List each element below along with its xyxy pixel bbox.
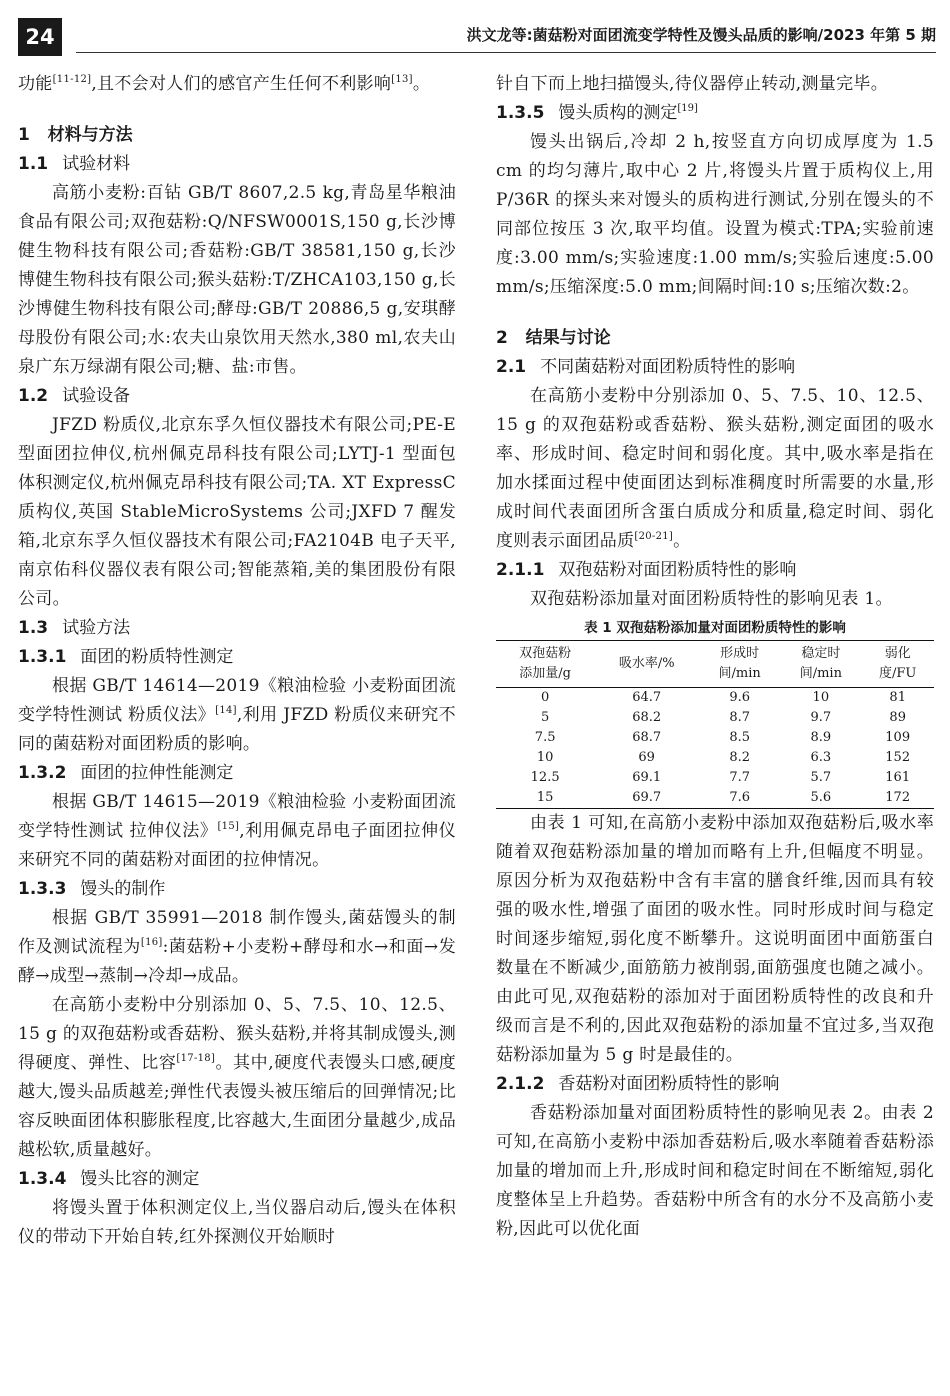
table-row [496, 768, 934, 788]
table-cell: 0 [541, 690, 550, 705]
table-analysis-paragraph: 由表 1 可知,在高筋小麦粉中添加双孢菇粉后,吸水率随着双孢菇粉添加量的增加而略有上升,但幅度不明显。原因分析为双孢菇粉中含有丰富的膳食纤维,因而具有较强的吸水性,增强了面团的吸水性。同时形成时间与稳定时间逐步缩短,弱化度不断攀升。这说明面团中面筋蛋白数量在不断减少,面筋筋力被削弱,面筋强度也随之减小。由此可见,双孢菇粉的添加对于面团粉质特性的改良和升级而言是不利的,因此双孢菇粉的添加量不宜过多,当双孢菇粉添加量为 5 g 时是最佳的。 [496, 813, 934, 1065]
table-row [496, 708, 934, 728]
table-cell: 8.9 [810, 730, 832, 745]
table-cell: 9.6 [729, 690, 751, 705]
subsection-heading-1-3-5: 1.3.5 馒头质构的测定[19] [496, 103, 698, 123]
citation: [17-18] [176, 1053, 216, 1064]
results-intro-paragraph: 在高筋小麦粉中分别添加 0、5、7.5、10、12.5、15 g 的双孢菇粉或香菇粉、猴头菇粉,测定面团的吸水率、形成时间、稳定时间和弱化度。其中,吸水率是指在加水揉面过程中使面团达到标准稠度时所需要的水量,形成时间代表面团所含蛋白质成分和质量,稳定时间、弱化度则表示面团品质[20-21]。 [496, 386, 934, 551]
table-cell: 68.7 [632, 730, 662, 745]
equipment-paragraph: JFZD 粉质仪,北京东孚久恒仪器技术有限公司;PE-E 型面团拉伸仪,杭州佩克昂科技有限公司;LYTJ-1 型面包体积测定仪,杭州佩克昂科技有限公司;TA. XT ExpressC 质构仪,英国 StableMicroSystems 公司;JXFD 7 醒发箱,北京东孚久恒仪器技术有限公司;FA2104B 电子天平,南京佑科仪器仪表有限公司;智能蒸箱,美的集团股份有限公司。 [18, 415, 456, 609]
table-header-cell: 双孢菇粉 添加量/g [496, 641, 594, 688]
table-header-cell: 形成时 间/min [699, 641, 780, 688]
specific-volume-paragraph-continued: 针自下而上地扫描馒头,待仪器停止转动,测量完毕。 [496, 74, 889, 94]
steamed-bun-process-paragraph: 根据 GB/T 35991—2018 制作馒头,菌菇馒头的制作及测试流程为[16]:菌菇粉+小麦粉+酵母和水→和面→发酵→成型→蒸制→冷却→成品。 [18, 908, 456, 986]
table-cell: 161 [885, 770, 911, 785]
table-cell: 10 [536, 750, 554, 765]
page-number: 24 [18, 18, 62, 56]
table-cell: 8.2 [729, 750, 751, 765]
subsection-heading-1-3-1: 1.3.1 面团的粉质特性测定 [18, 647, 234, 667]
subsection-heading-1-3-4: 1.3.4 馒头比容的测定 [18, 1169, 200, 1189]
subsection-heading-2-1-1: 2.1.1 双孢菇粉对面团粉质特性的影响 [496, 560, 797, 580]
table-cell: 10 [812, 690, 830, 705]
data-table [496, 640, 934, 809]
citation: [16] [140, 937, 163, 948]
extensograph-paragraph: 根据 GB/T 14615—2019《粮油检验 小麦粉面团流变学特性测试 拉伸仪法》[15],利用佩克昂电子面团拉伸仪来研究不同的菌菇粉对面团的拉伸情况。 [18, 792, 456, 870]
section-heading-1: 1 材料与方法 [18, 125, 133, 145]
table-header-cell: 吸水率/% [594, 641, 699, 688]
table-cell: 12.5 [530, 770, 560, 785]
table-cell: 7.7 [729, 770, 751, 785]
table-header-cell: 弱化 度/FU [861, 641, 934, 688]
specific-volume-paragraph: 将馒头置于体积测定仪上,当仪器启动后,馒头在体积仪的带动下开始自转,红外探测仪开始顺时 [18, 1198, 456, 1247]
citation: [15] [217, 821, 240, 832]
citation: [14] [215, 705, 237, 716]
table-cell: 6.3 [810, 750, 832, 765]
table-cell: 7.6 [699, 788, 780, 809]
table-header-row [496, 641, 934, 688]
table-cell: 152 [885, 750, 911, 765]
section-heading-2: 2 结果与讨论 [496, 328, 611, 348]
table-cell: 7.5 [534, 730, 556, 745]
table-row [496, 788, 934, 809]
right-column [496, 70, 934, 1244]
table-cell: 64.7 [632, 690, 662, 705]
table-cell: 8.7 [729, 710, 751, 725]
subsection-heading-1-3-3: 1.3.3 馒头的制作 [18, 879, 166, 899]
citation: [13] [391, 74, 413, 85]
table-row [496, 688, 934, 709]
running-head: 洪文龙等:菌菇粉对面团流变学特性及馒头品质的影响/2023 年第 5 期 [459, 24, 936, 45]
page-header [18, 18, 936, 58]
table-row [496, 728, 934, 748]
texture-paragraph: 馒头出锅后,冷却 2 h,按竖直方向切成厚度为 1.5 cm 的均匀薄片,取中心 2 片,将馒头片置于质构仪上,用 P/36R 的探头来对馒头的质构进行测试,分别在馒头的不同部位按压 3 次,取平均值。设置为模式:TPA;实验前速度:3.00 mm/s;实验速度:1.00 mm/s;实验后速度:5.00 mm/s;压缩深度:5.0 mm;间隔时间:10 s;压缩次数:2。 [496, 132, 934, 297]
steamed-bun-quality-paragraph: 在高筋小麦粉中分别添加 0、5、7.5、10、12.5、15 g 的双孢菇粉或香菇粉、猴头菇粉,并将其制成馒头,测得硬度、弹性、比容[17-18]。其中,硬度代表馒头口感,硬度越大,馒头品质越差;弹性代表馒头被压缩后的回弹情况;比容反映面团体积膨胀程度,比容越大,生面团分量越少,成品越松软,质量越好。 [18, 995, 456, 1160]
table-cell: 172 [861, 788, 934, 809]
table-header-cell: 稳定时 间/min [780, 641, 861, 688]
citation: [11-12] [52, 74, 92, 85]
table-cell: 15 [496, 788, 594, 809]
subsection-heading-1-3: 1.3 试验方法 [18, 618, 131, 638]
intro-paragraph: 功能[11-12],且不会对人们的感官产生任何不利影响[13]。 [18, 74, 431, 94]
table-cell: 69 [638, 750, 655, 765]
table-cell: 5 [541, 710, 550, 725]
table-caption: 表 1 双孢菇粉添加量对面团粉质特性的影响 [584, 620, 846, 636]
shiitake-paragraph: 香菇粉添加量对面团粉质特性的影响见表 2。由表 2 可知,在高筋小麦粉中添加香菇粉后,吸水率随着香菇粉添加量的增加而上升,形成时间和稳定时间在不断缩短,弱化度整体呈上升趋势。香菇粉中所含有的水分不及高筋小麦粉,因此可以优化面 [496, 1103, 934, 1239]
table-cell: 81 [889, 690, 906, 705]
citation: [19] [677, 103, 698, 114]
table-cell: 69.7 [594, 788, 699, 809]
table-cell: 68.2 [632, 710, 662, 725]
header-rule [76, 52, 936, 53]
table-cell: 8.5 [729, 730, 751, 745]
left-column [18, 70, 456, 1252]
subsection-heading-2-1: 2.1 不同菌菇粉对面团粉质特性的影响 [496, 357, 796, 377]
table-cell: 109 [885, 730, 911, 745]
table-cell: 9.7 [810, 710, 832, 725]
table-cell: 5.6 [780, 788, 861, 809]
table-reference-paragraph: 双孢菇粉添加量对面团粉质特性的影响见表 1。 [530, 589, 893, 609]
table-cell: 89 [889, 710, 906, 725]
table-row [496, 748, 934, 768]
subsection-heading-1-1: 1.1 试验材料 [18, 154, 131, 174]
table-cell: 69.1 [632, 770, 662, 785]
table-cell: 5.7 [810, 770, 832, 785]
subsection-heading-1-3-2: 1.3.2 面团的拉伸性能测定 [18, 763, 234, 783]
citation: [20-21] [634, 531, 674, 542]
subsection-heading-1-2: 1.2 试验设备 [18, 386, 131, 406]
materials-paragraph: 高筋小麦粉:百钻 GB/T 8607,2.5 kg,青岛星华粮油食品有限公司;双孢菇粉:Q/NFSW0001S,150 g,长沙博健生物科技有限公司;香菇粉:GB/T 38581,150 g,长沙博健生物科技有限公司;猴头菇粉:T/ZHCA103,150 g,长沙博健生物科技有限公司;酵母:GB/T 20886,5 g,安琪酵母股份有限公司;水:农夫山泉饮用天然水,380 ml,农夫山泉广东万绿湖有限公司;糖、盐:市售。 [18, 183, 456, 377]
subsection-heading-2-1-2: 2.1.2 香菇粉对面团粉质特性的影响 [496, 1074, 780, 1094]
farinograph-paragraph: 根据 GB/T 14614—2019《粮油检验 小麦粉面团流变学特性测试 粉质仪法》[14],利用 JFZD 粉质仪来研究不同的菌菇粉对面团粉质的影响。 [18, 676, 456, 754]
